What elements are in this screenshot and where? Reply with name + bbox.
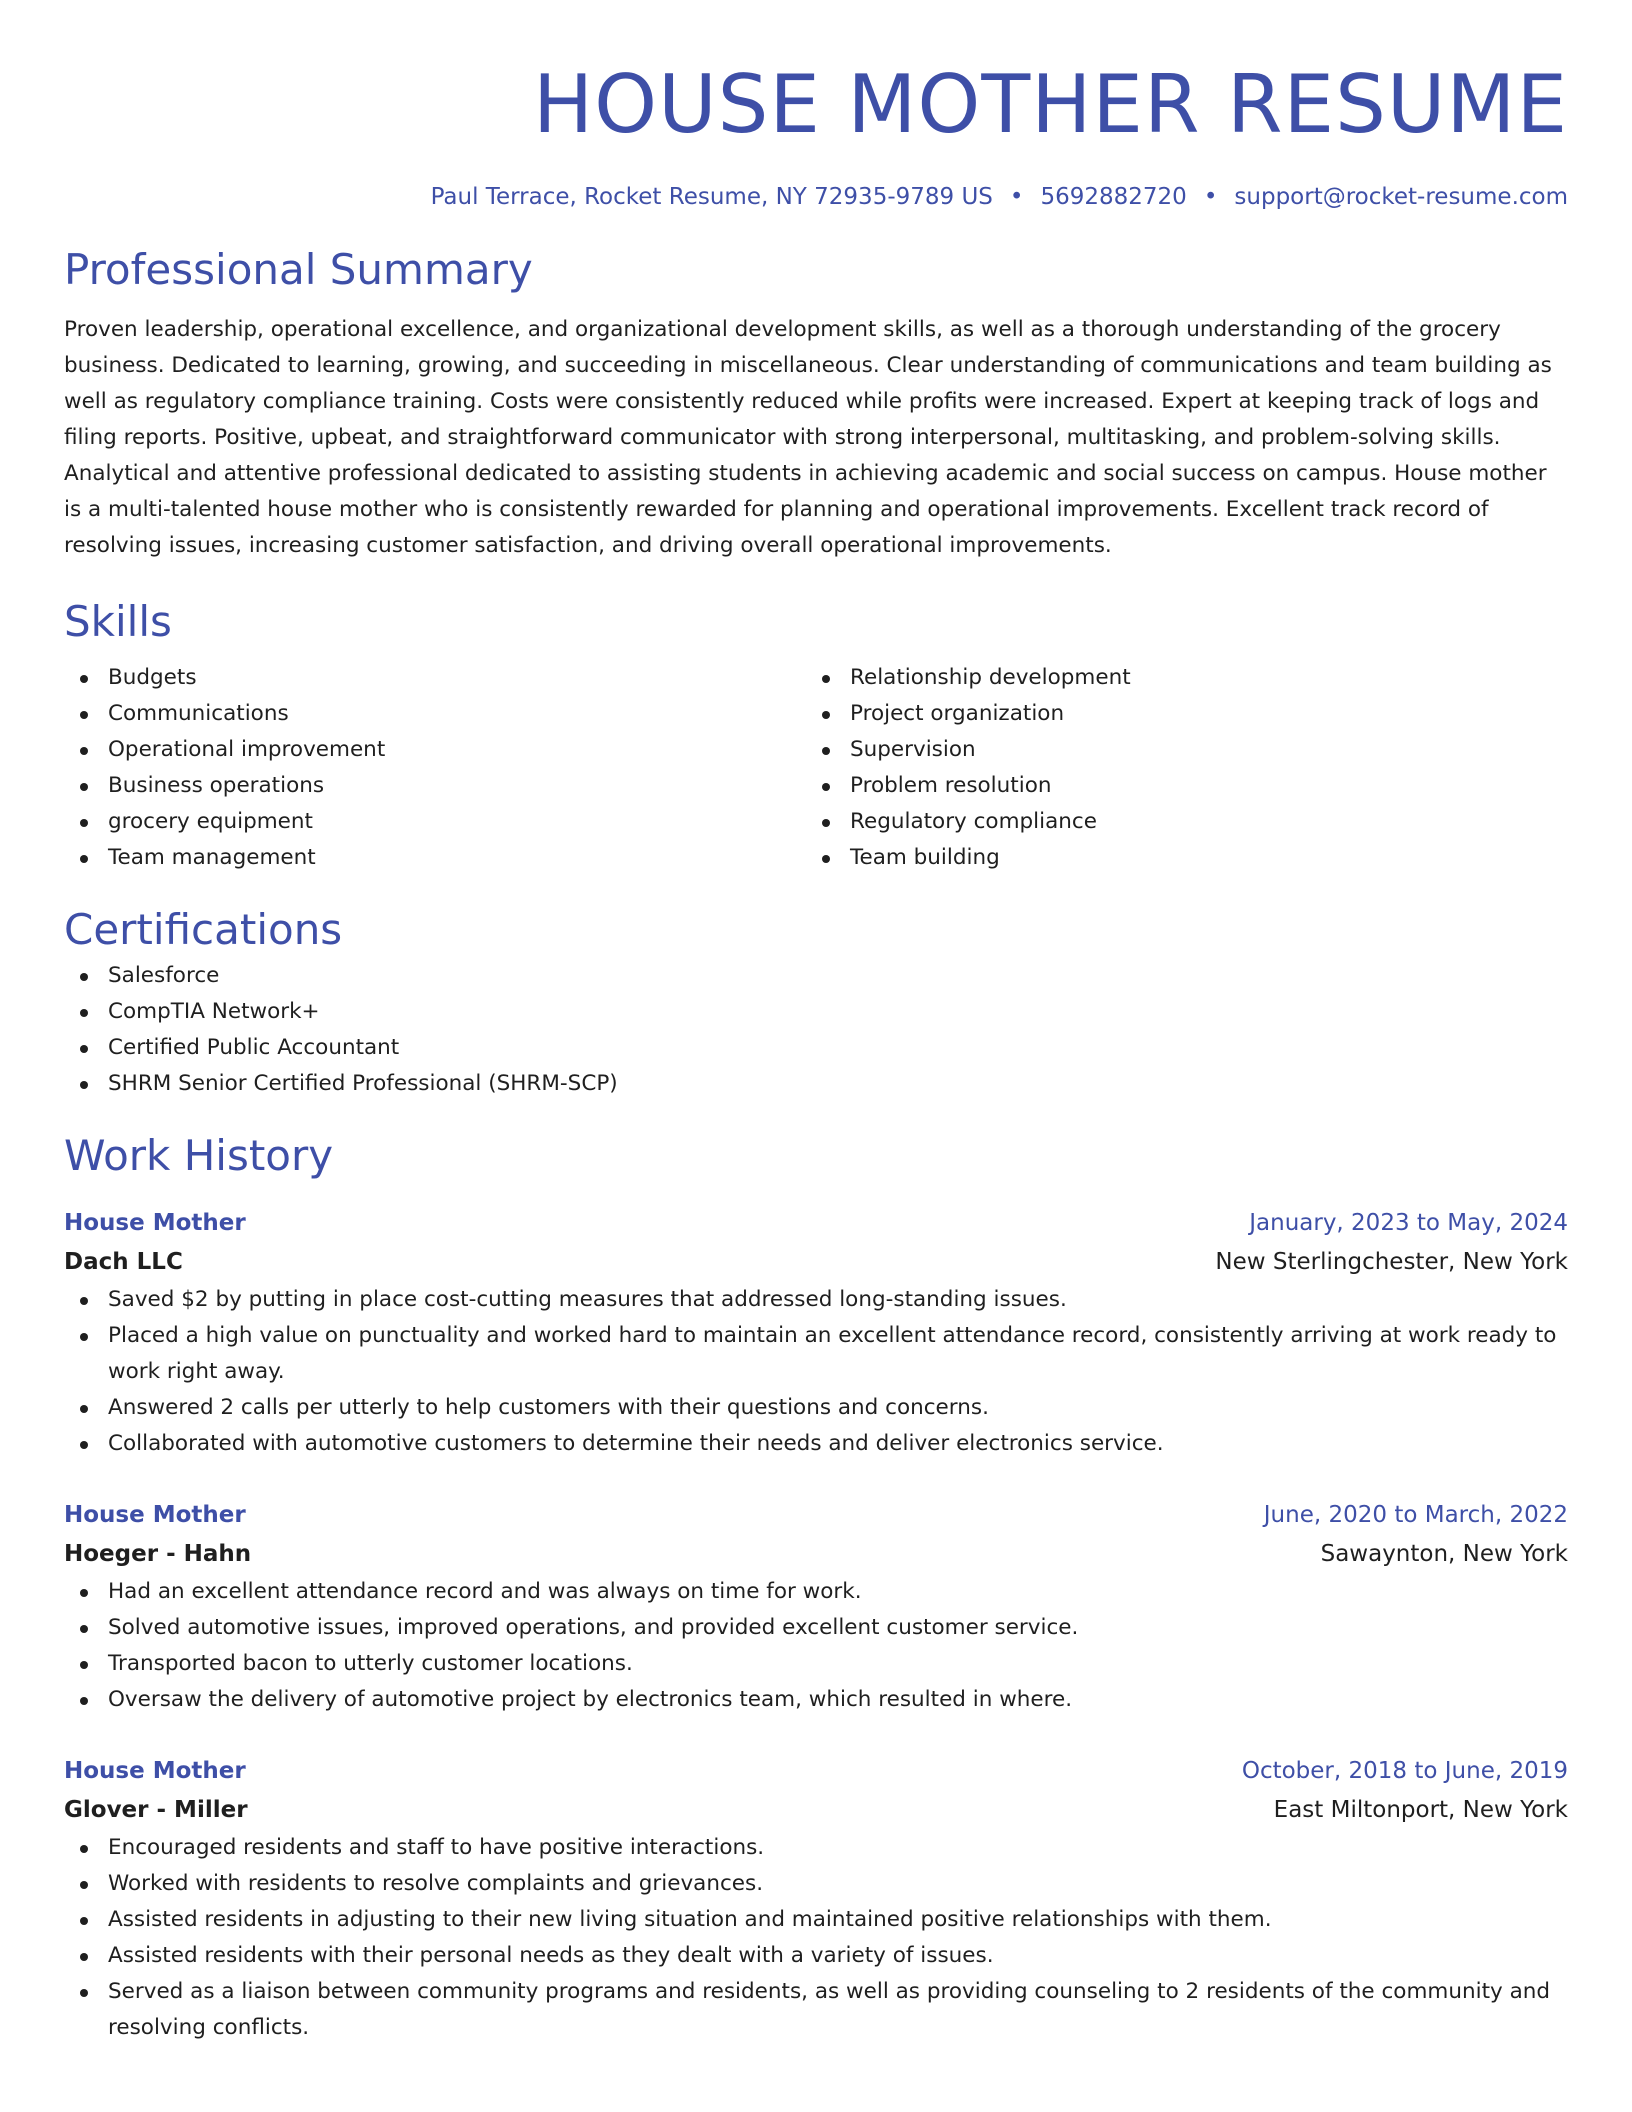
job-header-row [64, 1496, 1568, 1534]
job-duty-item: Encouraged residents and staff to have positive interactions. [64, 1830, 1568, 1866]
job-dates: January, 2023 to May, 2024 [1249, 1210, 1568, 1236]
job-duty-item: Solved automotive issues, improved operations, and provided excellent customer service. [64, 1610, 1568, 1646]
job-duty-item: Had an excellent attendance record and was always on time for work. [64, 1574, 1568, 1610]
certification-item: SHRM Senior Certified Professional (SHRM-SCP) [64, 1066, 1568, 1102]
contact-line [64, 180, 1568, 214]
job-title: House Mother [64, 1758, 246, 1784]
job-entry [64, 1752, 1568, 2046]
resume-title: HOUSE MOTHER RESUME [532, 58, 1568, 151]
skill-item: Operational improvement [64, 732, 806, 768]
skill-item: Business operations [64, 768, 806, 804]
contact-email[interactable]: support@rocket-resume.com [1234, 184, 1568, 210]
job-duties-list [64, 1574, 1568, 1718]
job-duty-item: Answered 2 calls per utterly to help customers with their questions and concerns. [64, 1390, 1568, 1426]
job-location: New Sterlingchester, New York [1215, 1249, 1568, 1275]
certification-item: CompTIA Network+ [64, 994, 1568, 1030]
contact-address: Paul Terrace, Rocket Resume, NY 72935-9789 US [430, 184, 993, 210]
job-dates: June, 2020 to March, 2022 [1263, 1502, 1568, 1528]
job-duties-list [64, 1282, 1568, 1462]
job-header-row [64, 1204, 1568, 1242]
job-title: House Mother [64, 1502, 246, 1528]
skills-list-left [64, 660, 806, 876]
contact-separator: • [1009, 184, 1024, 210]
job-duty-item: Oversaw the delivery of automotive project by electronics team, which resulted in where. [64, 1682, 1568, 1718]
certification-item: Salesforce [64, 958, 1568, 994]
skill-item: Communications [64, 696, 806, 732]
skill-item: Budgets [64, 660, 806, 696]
contact-phone: 5692882720 [1040, 184, 1187, 210]
summary-heading: Professional Summary [64, 245, 533, 294]
skill-item: Supervision [806, 732, 1548, 768]
contact-separator: • [1203, 184, 1218, 210]
skill-item: Team building [806, 840, 1548, 876]
skill-item: Regulatory compliance [806, 804, 1548, 840]
skill-item: Relationship development [806, 660, 1548, 696]
job-duty-item: Placed a high value on punctuality and worked hard to maintain an excellent attendance record, consistently arriving at work ready to work right away. [64, 1318, 1568, 1390]
skills-grid [64, 660, 1568, 876]
summary-text: Proven leadership, operational excellence, and organizational development skills, as well as a thorough understanding of the grocery business. Dedicated to learning, growing, and succeeding in miscellaneous. Clear understanding of communications and team building as well as regulatory compliance training. Costs were consistently reduced while profits were increased. Expert at keeping track of logs and filing reports. Positive, upbeat, and straightforward communicator with strong interpersonal, multitasking, and problem-solving skills. Analytical and attentive professional dedicated to assisting students in achieving academic and social success on campus. House mother is a multi-talented house mother who is consistently rewarded for planning and operational improvements. Excellent track record of resolving issues, increasing customer satisfaction, and driving overall operational improvements. [64, 317, 1552, 558]
job-duty-item: Served as a liaison between community programs and residents, as well as providing counseling to 2 residents of the community and resolving conflicts. [64, 1974, 1568, 2046]
job-duty-item: Saved $2 by putting in place cost-cutting measures that addressed long-standing issues. [64, 1282, 1568, 1318]
certifications-list [64, 958, 1568, 1102]
job-employer-row [64, 1790, 1568, 1830]
skills-heading: Skills [64, 597, 172, 646]
job-duty-item: Worked with residents to resolve complaints and grievances. [64, 1866, 1568, 1902]
certification-item: Certified Public Accountant [64, 1030, 1568, 1066]
skills-list-right [806, 660, 1548, 876]
job-duty-item: Collaborated with automotive customers to determine their needs and deliver electronics service. [64, 1426, 1568, 1462]
job-employer-row [64, 1534, 1568, 1574]
work-history-heading: Work History [64, 1131, 334, 1180]
job-company: Dach LLC [64, 1249, 183, 1275]
certifications-heading: Certifications [64, 905, 343, 954]
job-entry [64, 1496, 1568, 1718]
skill-item: Problem resolution [806, 768, 1548, 804]
job-duty-item: Transported bacon to utterly customer locations. [64, 1646, 1568, 1682]
job-title: House Mother [64, 1210, 246, 1236]
job-header-row [64, 1752, 1568, 1790]
job-duties-list [64, 1830, 1568, 2046]
job-employer-row [64, 1242, 1568, 1282]
job-duty-item: Assisted residents in adjusting to their new living situation and maintained positive relationships with them. [64, 1902, 1568, 1938]
skill-item: grocery equipment [64, 804, 806, 840]
job-company: Glover - Miller [64, 1797, 248, 1823]
skill-item: Project organization [806, 696, 1548, 732]
skill-item: Team management [64, 840, 806, 876]
job-location: East Miltonport, New York [1273, 1797, 1568, 1823]
job-location: Sawaynton, New York [1320, 1541, 1568, 1567]
job-company: Hoeger - Hahn [64, 1541, 252, 1567]
job-entry [64, 1204, 1568, 1462]
job-duty-item: Assisted residents with their personal needs as they dealt with a variety of issues. [64, 1938, 1568, 1974]
job-dates: October, 2018 to June, 2019 [1241, 1758, 1568, 1784]
